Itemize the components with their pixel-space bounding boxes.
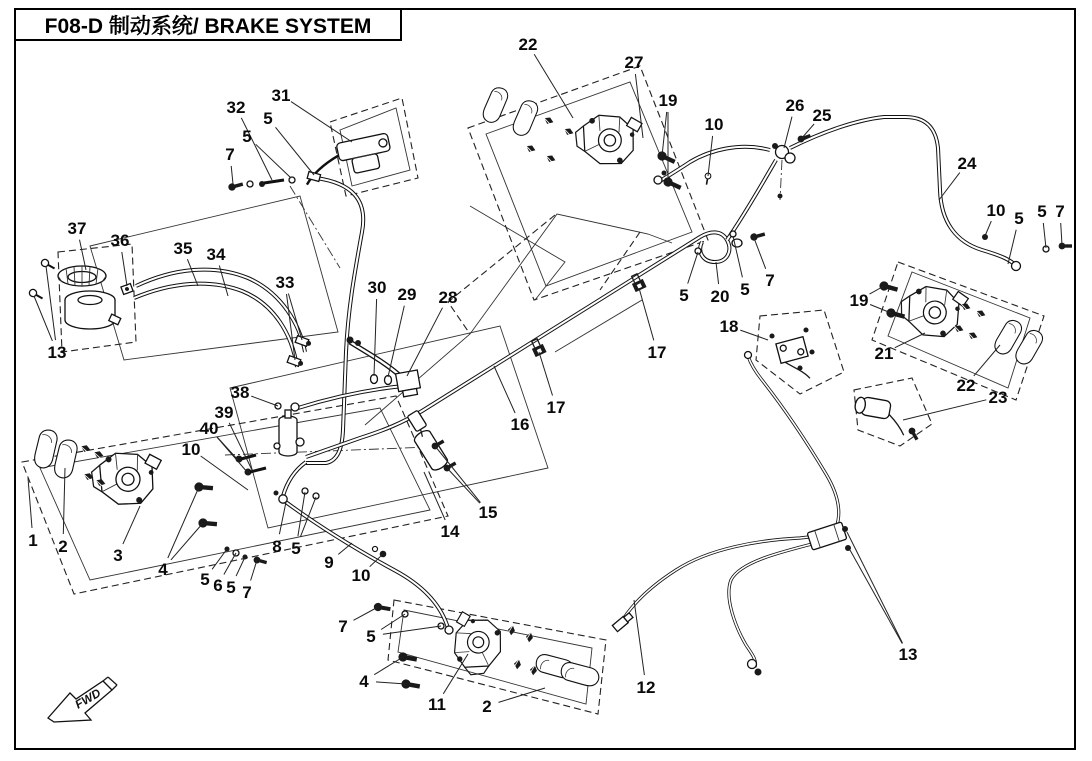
callout-label: 2	[58, 537, 68, 556]
callout-label: 34	[206, 245, 226, 264]
callout-leader	[291, 102, 352, 142]
callout-leader	[494, 366, 515, 413]
callout-label: 7	[338, 617, 348, 636]
callout-label: 5	[1037, 202, 1047, 221]
callout-label: 17	[647, 343, 667, 362]
rear-caliper-assembly	[373, 602, 600, 691]
callout-leader	[354, 607, 379, 620]
callout-leader	[34, 296, 52, 341]
brake-lever-assembly	[227, 133, 394, 192]
callout-leader	[1043, 223, 1046, 248]
callout-label: 35	[173, 239, 193, 258]
callout-label: 24	[957, 154, 977, 173]
callout-label: 4	[158, 560, 168, 579]
callout-leader	[407, 308, 443, 376]
reservoir-cap	[58, 266, 106, 286]
callout-leader	[708, 136, 713, 176]
callout-leader	[236, 557, 245, 576]
callout-leader	[279, 502, 286, 534]
callout-label: 7	[242, 583, 252, 602]
callout-label: 21	[874, 344, 894, 363]
callout-label: 18	[719, 317, 739, 336]
callout-label: 11	[428, 695, 446, 714]
callout-label: 5	[291, 539, 301, 558]
callout-layer	[28, 35, 1065, 716]
component-panels	[22, 66, 1047, 714]
frame-lines	[90, 160, 782, 528]
callout-label: 13	[898, 645, 918, 664]
master-cylinder-cap	[407, 410, 427, 432]
callout-label: 39	[214, 403, 234, 422]
callout-leader	[754, 238, 766, 269]
callout-leader	[388, 306, 404, 377]
callout-leader	[231, 166, 233, 184]
callout-leader	[251, 560, 257, 581]
callout-leader	[287, 294, 296, 360]
callout-label: 25	[812, 106, 832, 125]
callout-label: 5	[263, 109, 273, 128]
callout-label: 5	[200, 570, 210, 589]
callout-label: 5	[226, 578, 236, 597]
callout-leader	[634, 600, 644, 675]
callout-leader	[424, 472, 445, 520]
callout-leader	[740, 330, 768, 340]
callout-leader	[122, 252, 127, 286]
callout-label: 23	[988, 388, 1008, 407]
callout-label: 29	[397, 285, 417, 304]
callout-label: 5	[242, 127, 252, 146]
callout-label: 26	[785, 96, 805, 115]
callout-label: 5	[740, 280, 750, 299]
callout-label: 20	[710, 287, 730, 306]
master-cylinder-valve-group	[236, 272, 647, 557]
callout-label: 13	[47, 343, 67, 362]
callout-leader	[784, 117, 792, 148]
callout-label: 19	[849, 291, 869, 310]
callout-leader	[688, 252, 698, 284]
callout-leader	[256, 144, 291, 178]
callout-label: 19	[658, 91, 678, 110]
caliper-bracket-23	[851, 395, 909, 435]
diagram-title: F08-D 制动系统/ BRAKE SYSTEM	[44, 14, 372, 38]
rear-right-caliper-assembly	[851, 234, 1072, 441]
hose-fitting-33b	[287, 356, 304, 368]
parking-brake-mechanism	[745, 327, 815, 384]
reservoir-body	[65, 291, 121, 329]
callout-label: 5	[679, 286, 689, 305]
callout-label: 10	[181, 440, 201, 459]
callout-label: 10	[986, 201, 1006, 220]
callout-label: 7	[225, 145, 235, 164]
callout-leader	[870, 305, 891, 314]
callout-leader	[539, 352, 553, 396]
callout-label: 5	[366, 627, 376, 646]
title-box	[14, 8, 402, 41]
brake-lines	[134, 117, 1016, 634]
callout-leader	[443, 654, 468, 694]
callout-leader	[985, 221, 991, 236]
callout-label: 33	[275, 273, 295, 292]
callout-leader	[168, 487, 199, 558]
callout-label: 27	[624, 53, 644, 72]
cable-end-fitting	[612, 612, 633, 632]
callout-label: 7	[765, 271, 775, 290]
callout-leader	[123, 506, 140, 544]
callout-leader	[229, 423, 252, 470]
callout-leader	[850, 550, 902, 644]
callout-leader	[1008, 230, 1016, 264]
callout-label: 10	[351, 566, 371, 585]
callout-leader	[212, 549, 227, 569]
callout-leader	[374, 299, 377, 376]
callout-leader	[435, 446, 481, 503]
callout-leader	[639, 288, 654, 340]
cable-junction	[807, 522, 847, 550]
callout-label: 2	[482, 697, 492, 716]
callout-label: 36	[110, 231, 130, 250]
callout-label: 40	[199, 419, 219, 438]
callout-label: 22	[956, 376, 976, 395]
parking-brake-cables	[612, 356, 851, 676]
callout-label: 17	[546, 398, 566, 417]
callout-label: 3	[113, 546, 123, 565]
callout-label: 9	[324, 553, 334, 572]
callout-leader	[1061, 223, 1062, 245]
callout-leader	[224, 553, 236, 575]
callout-leader	[376, 682, 406, 684]
callout-leader	[716, 262, 719, 284]
callout-leader	[338, 543, 352, 554]
callout-leader	[847, 532, 903, 643]
callout-leader	[276, 127, 315, 175]
callout-label: 7	[1055, 202, 1065, 221]
callout-leader	[534, 54, 573, 118]
callout-label: 16	[510, 415, 530, 434]
callout-leader	[217, 437, 248, 473]
callout-label: 22	[518, 35, 538, 54]
front-left-caliper-assembly	[33, 429, 267, 566]
callout-leader	[903, 400, 986, 420]
callout-label: 1	[28, 531, 38, 550]
callout-label: 4	[359, 672, 369, 691]
fwd-label: FWD	[72, 685, 104, 712]
fwd-arrow	[48, 677, 117, 722]
callout-label: 32	[226, 98, 246, 117]
proportioning-valve	[274, 410, 304, 456]
callout-label: 12	[636, 678, 656, 697]
callout-leader	[251, 396, 278, 406]
callout-label: 31	[271, 86, 291, 105]
callout-leader	[447, 468, 480, 503]
callout-label: 37	[67, 219, 87, 238]
callout-label: 38	[230, 383, 250, 402]
callout-leader	[974, 345, 1000, 376]
callout-leader	[171, 523, 203, 560]
callout-label: 8	[272, 537, 282, 556]
callout-label: 28	[438, 288, 458, 307]
callout-label: 14	[440, 522, 460, 541]
callout-leader	[28, 478, 32, 528]
cable-hook-end	[748, 660, 762, 676]
callout-label: 30	[367, 278, 387, 297]
callout-label: 5	[1014, 209, 1024, 228]
callout-leader	[939, 173, 960, 200]
hose-fitting-33a	[295, 336, 312, 348]
callout-label: 6	[213, 576, 223, 595]
callout-label: 15	[478, 503, 498, 522]
callout-label: 10	[704, 115, 724, 134]
